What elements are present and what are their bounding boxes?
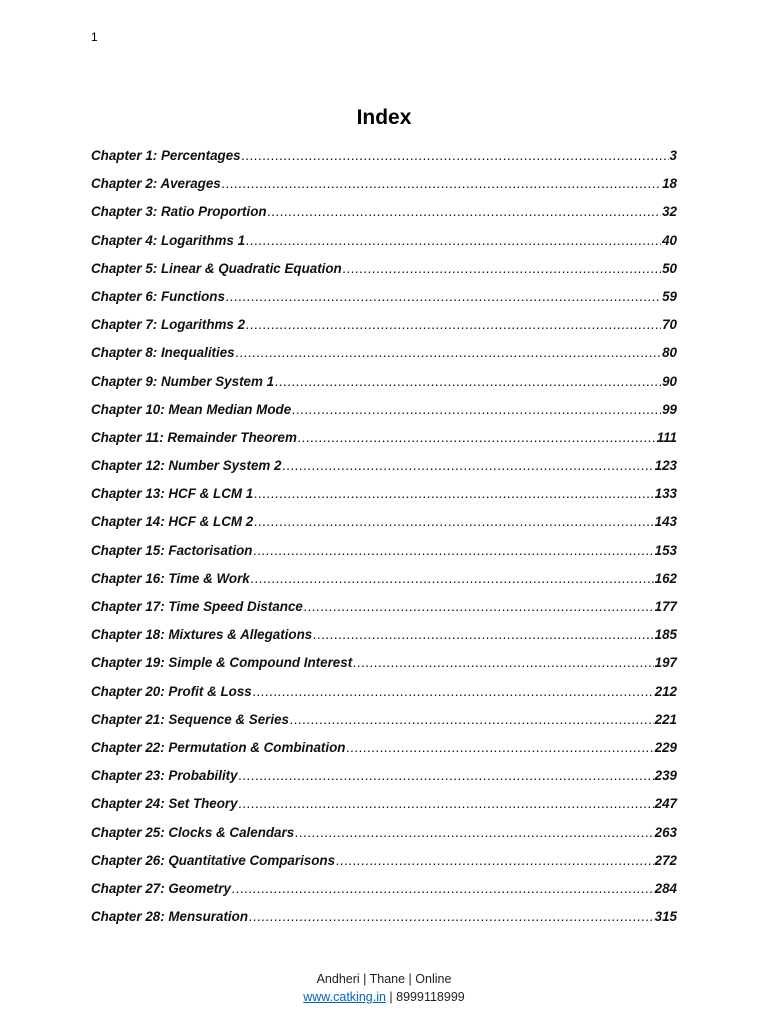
toc-entry-label: Chapter 15: Factorisation — [91, 542, 253, 558]
toc-entry-label: Chapter 4: Logarithms 1 — [91, 232, 246, 248]
toc-dot-leader — [232, 877, 654, 901]
toc-entry[interactable] — [91, 482, 677, 510]
toc-entry-page: 153 — [654, 542, 677, 558]
phone-number: 8999118999 — [396, 990, 465, 1004]
page-footer — [0, 970, 768, 1006]
toc-entry-page: 50 — [662, 260, 677, 276]
toc-dot-leader — [254, 510, 653, 534]
toc-entry-label: Chapter 28: Mensuration — [91, 909, 248, 925]
toc-entry-page: 284 — [654, 880, 677, 896]
toc-entry-label: Chapter 23: Probability — [91, 768, 238, 784]
toc-entry[interactable] — [91, 792, 677, 820]
toc-entry-page: 90 — [662, 373, 677, 389]
toc-dot-leader — [346, 736, 653, 760]
toc-entry-page: 239 — [654, 768, 677, 784]
toc-entry-page: 80 — [662, 345, 677, 361]
toc-entry[interactable] — [91, 313, 677, 341]
toc-dot-leader — [246, 313, 661, 337]
toc-entry-label: Chapter 26: Quantitative Comparisons — [91, 852, 336, 868]
toc-entry-label: Chapter 17: Time Speed Distance — [91, 599, 303, 614]
toc-dot-leader — [295, 821, 653, 845]
toc-entry-page: 99 — [662, 401, 677, 417]
toc-entry-label: Chapter 14: HCF & LCM 2 — [91, 514, 254, 530]
toc-entry-page: 18 — [662, 176, 677, 192]
footer-contact — [0, 988, 768, 1006]
toc-entry[interactable] — [91, 257, 677, 285]
toc-dot-leader — [239, 764, 654, 788]
toc-dot-leader — [283, 454, 654, 478]
toc-dot-leader — [275, 370, 661, 394]
toc-entry-page: 221 — [654, 711, 677, 727]
toc-dot-leader — [268, 200, 662, 224]
toc-entry-page: 185 — [654, 627, 677, 643]
toc-dot-leader — [253, 680, 654, 704]
toc-entry-label: Chapter 3: Ratio Proportion — [91, 204, 267, 220]
toc-dot-leader — [242, 144, 669, 168]
toc-entry[interactable] — [91, 764, 677, 792]
toc-entry-label: Chapter 21: Sequence & Series — [91, 711, 289, 727]
toc-dot-leader — [249, 905, 654, 929]
toc-entry-label: Chapter 2: Averages — [91, 176, 221, 192]
toc-entry[interactable] — [91, 398, 677, 426]
toc-entry-label: Chapter 22: Permutation & Combination — [91, 739, 346, 755]
toc-dot-leader — [239, 792, 654, 816]
toc-entry[interactable] — [91, 172, 677, 200]
toc-entry-page: 40 — [662, 232, 677, 248]
toc-dot-leader — [222, 172, 661, 196]
toc-entry-page: 272 — [654, 852, 677, 868]
toc-entry[interactable] — [91, 567, 677, 595]
toc-entry[interactable] — [91, 905, 677, 933]
toc-entry[interactable] — [91, 877, 677, 905]
toc-entry-label: Chapter 12: Number System 2 — [91, 458, 282, 474]
toc-entry-label: Chapter 20: Profit & Loss — [91, 683, 252, 699]
toc-entry-label: Chapter 25: Clocks & Calendars — [91, 824, 295, 840]
toc-entry[interactable] — [91, 651, 677, 679]
toc-dot-leader — [304, 595, 654, 619]
toc-dot-leader — [226, 285, 661, 309]
toc-entry-label: Chapter 19: Simple & Compound Interest — [91, 655, 353, 671]
toc-entry[interactable] — [91, 454, 677, 482]
toc-entry-label: Chapter 7: Logarithms 2 — [91, 317, 246, 333]
footer-separator: | — [385, 990, 397, 1004]
toc-entry-label: Chapter 11: Remainder Theorem — [91, 429, 297, 445]
toc-entry-page: 32 — [662, 204, 677, 220]
toc-entry-label: Chapter 24: Set Theory — [91, 796, 238, 812]
page-number: 1 — [91, 30, 98, 44]
toc-dot-leader — [246, 229, 661, 253]
toc-entry[interactable] — [91, 144, 677, 172]
toc-dot-leader — [336, 849, 654, 873]
toc-entry-page: 123 — [654, 458, 677, 474]
toc-entry[interactable] — [91, 708, 677, 736]
toc-entry-label: Chapter 10: Mean Median Mode — [91, 401, 292, 417]
toc-entry-page: 315 — [654, 909, 677, 925]
table-of-contents — [91, 144, 677, 933]
toc-entry-page: 59 — [662, 288, 677, 304]
toc-dot-leader — [236, 341, 661, 365]
toc-dot-leader — [343, 257, 661, 281]
toc-dot-leader — [254, 482, 653, 506]
toc-entry-label: Chapter 27: Geometry — [91, 880, 231, 896]
toc-entry[interactable] — [91, 510, 677, 538]
toc-entry-label: Chapter 16: Time & Work — [91, 570, 250, 586]
toc-dot-leader — [251, 567, 654, 591]
website-link[interactable]: www.catking.in — [303, 990, 386, 1004]
toc-entry[interactable] — [91, 849, 677, 877]
toc-entry[interactable] — [91, 200, 677, 228]
toc-dot-leader — [292, 398, 661, 422]
toc-dot-leader — [290, 708, 654, 732]
toc-entry-label: Chapter 13: HCF & LCM 1 — [91, 486, 254, 502]
toc-entry-label: Chapter 5: Linear & Quadratic Equation — [91, 260, 342, 276]
toc-entry-page: 263 — [654, 824, 677, 840]
toc-entry-label: Chapter 9: Number System 1 — [91, 373, 275, 389]
toc-entry-page: 212 — [654, 683, 677, 699]
toc-entry[interactable] — [91, 285, 677, 313]
toc-entry-page: 133 — [654, 486, 677, 502]
toc-dot-leader — [353, 651, 654, 675]
toc-entry[interactable] — [91, 370, 677, 398]
toc-entry[interactable] — [91, 426, 677, 454]
toc-entry[interactable] — [91, 341, 677, 369]
toc-entry-page: 197 — [654, 655, 677, 671]
toc-entry-page: 162 — [654, 570, 677, 586]
toc-entry-page: 177 — [654, 599, 677, 614]
toc-entry-page: 111 — [656, 429, 677, 445]
toc-entry-page: 3 — [669, 148, 677, 163]
toc-dot-leader — [298, 426, 656, 450]
toc-entry-label: Chapter 8: Inequalities — [91, 345, 235, 361]
toc-entry-label: Chapter 1: Percentages — [91, 148, 241, 163]
toc-entry[interactable] — [91, 821, 677, 849]
toc-entry-page: 247 — [654, 796, 677, 812]
toc-entry-page: 143 — [654, 514, 677, 530]
toc-entry-page: 229 — [654, 739, 677, 755]
footer-locations: Andheri | Thane | Online — [316, 972, 452, 986]
toc-dot-leader — [313, 623, 653, 647]
toc-entry[interactable] — [91, 539, 677, 567]
toc-entry[interactable] — [91, 623, 677, 651]
toc-entry-label: Chapter 18: Mixtures & Allegations — [91, 627, 313, 643]
toc-entry-label: Chapter 6: Functions — [91, 288, 225, 304]
page-title: Index — [356, 106, 412, 129]
toc-entry-page: 70 — [662, 317, 677, 333]
toc-entry[interactable] — [91, 229, 677, 257]
toc-dot-leader — [253, 539, 653, 563]
toc-entry[interactable] — [91, 736, 677, 764]
toc-entry[interactable] — [91, 680, 677, 708]
toc-entry[interactable] — [91, 595, 677, 623]
